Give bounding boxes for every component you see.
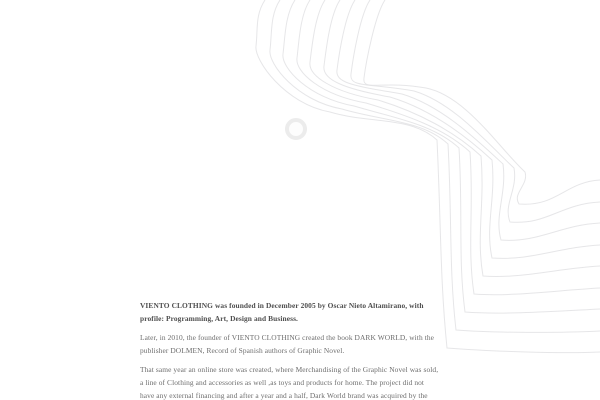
swirl-line bbox=[324, 0, 600, 258]
paragraph-line: That same year an online store was created, where Merchandising of the Graphic Novel was sold, bbox=[140, 365, 439, 374]
history-paragraph bbox=[140, 331, 470, 357]
swirl-line bbox=[351, 0, 600, 222]
about-text-block bbox=[140, 299, 470, 400]
paragraph-line: publisher DOLMEN, Record of Spanish authors of Graphic Novel. bbox=[140, 346, 345, 355]
intro-paragraph bbox=[140, 299, 470, 325]
paragraph-line: a line of Clothing and accessories as well ,as toys and products for home. The project did not bbox=[140, 378, 425, 387]
paragraph-line: profile: Programming, Art, Design and Business. bbox=[140, 314, 298, 323]
swirl-line bbox=[310, 0, 600, 277]
swirl-circle-accent bbox=[287, 120, 305, 138]
paragraph-line: Later, in 2010, the founder of VIENTO CLOTHING created the book DARK WORLD, with the bbox=[140, 333, 435, 342]
store-paragraph bbox=[140, 363, 470, 400]
paragraph-line: VIENTO CLOTHING was founded in December 2005 by Oscar Nieto Altamirano, with bbox=[140, 301, 424, 310]
paragraph-line: have any external financing and after a year and a half, Dark World brand was acquired by the bbox=[140, 391, 428, 400]
swirl-line bbox=[270, 0, 600, 332]
